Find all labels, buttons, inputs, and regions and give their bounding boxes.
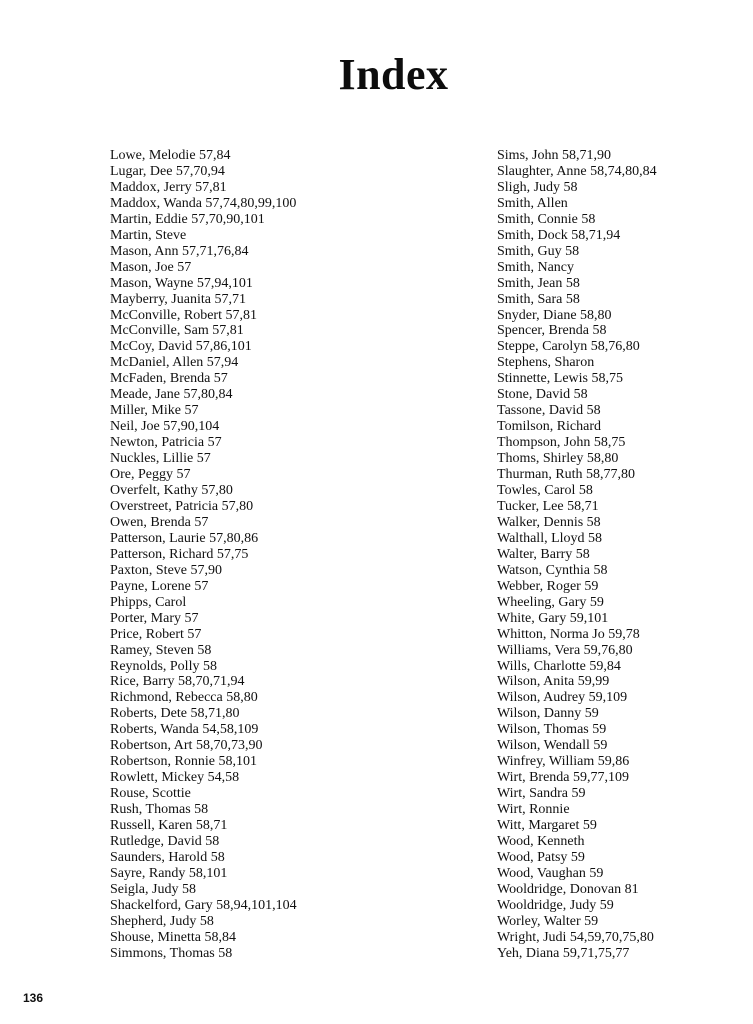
index-entry: Yeh, Diana 59,71,75,77 bbox=[497, 945, 630, 961]
index-entry: Richmond, Rebecca 58,80 bbox=[110, 690, 258, 706]
index-entry: Rush, Thomas 58 bbox=[110, 802, 209, 818]
index-entry: Witt, Margaret 59 bbox=[497, 818, 597, 834]
index-entry: Stinnette, Lewis 58,75 bbox=[497, 371, 623, 387]
index-entry: Smith, Connie 58 bbox=[497, 211, 596, 227]
index-entry: Robertson, Ronnie 58,101 bbox=[110, 754, 257, 770]
index-entry: Wilson, Anita 59,99 bbox=[497, 674, 610, 690]
index-column-left bbox=[110, 148, 297, 962]
index-entry: Tucker, Lee 58,71 bbox=[497, 498, 599, 514]
index-entry: McConville, Sam 57,81 bbox=[110, 323, 244, 339]
index-entry: Thoms, Shirley 58,80 bbox=[497, 451, 619, 467]
index-entry: Walter, Barry 58 bbox=[497, 546, 590, 562]
index-entry: Webber, Roger 59 bbox=[497, 578, 599, 594]
index-entry: Watson, Cynthia 58 bbox=[497, 562, 608, 578]
index-entry: Spencer, Brenda 58 bbox=[497, 323, 607, 339]
index-entry: Winfrey, William 59,86 bbox=[497, 754, 630, 770]
index-entry: Slaughter, Anne 58,74,80,84 bbox=[497, 163, 657, 179]
index-entry: McDaniel, Allen 57,94 bbox=[110, 355, 239, 371]
index-entry: Overstreet, Patricia 57,80 bbox=[110, 498, 254, 514]
index-entry: Meade, Jane 57,80,84 bbox=[110, 387, 233, 403]
index-entry: Reynolds, Polly 58 bbox=[110, 658, 217, 674]
index-entry: Wood, Vaughan 59 bbox=[497, 865, 604, 881]
index-entry: Smith, Guy 58 bbox=[497, 243, 580, 259]
index-entry: Ramey, Steven 58 bbox=[110, 642, 212, 658]
index-entry: Owen, Brenda 57 bbox=[110, 514, 209, 530]
index-entry: Mason, Ann 57,71,76,84 bbox=[110, 243, 249, 259]
index-entry: Overfelt, Kathy 57,80 bbox=[110, 483, 233, 499]
index-entry: Wooldridge, Judy 59 bbox=[497, 897, 614, 913]
index-entry: Seigla, Judy 58 bbox=[110, 881, 196, 897]
index-entry: Wheeling, Gary 59 bbox=[497, 594, 604, 610]
index-entry: Rice, Barry 58,70,71,94 bbox=[110, 674, 245, 690]
index-entry: Rowlett, Mickey 54,58 bbox=[110, 770, 240, 786]
index-entry: Maddox, Jerry 57,81 bbox=[110, 179, 227, 195]
index-entry: Sligh, Judy 58 bbox=[497, 179, 578, 195]
index-entry: Wirt, Brenda 59,77,109 bbox=[497, 770, 630, 786]
index-entry: McCoy, David 57,86,101 bbox=[110, 339, 252, 355]
index-entry: Payne, Lorene 57 bbox=[110, 578, 209, 594]
index-entry: Shepherd, Judy 58 bbox=[110, 913, 214, 929]
index-entry: Nuckles, Lillie 57 bbox=[110, 451, 211, 467]
index-entry: Wood, Patsy 59 bbox=[497, 849, 585, 865]
index-entry: White, Gary 59,101 bbox=[497, 610, 609, 626]
index-entry: Patterson, Laurie 57,80,86 bbox=[110, 530, 259, 546]
index-entry: Wilson, Danny 59 bbox=[497, 706, 599, 722]
index-entry: Stone, David 58 bbox=[497, 387, 588, 403]
page-number: 136 bbox=[23, 991, 44, 1005]
index-entry: Wirt, Sandra 59 bbox=[497, 786, 586, 802]
index-entry: Smith, Nancy bbox=[497, 259, 574, 275]
index-entry: Neil, Joe 57,90,104 bbox=[110, 419, 220, 435]
index-entry: Lowe, Melodie 57,84 bbox=[110, 148, 231, 163]
index-entry: Wirt, Ronnie bbox=[497, 802, 570, 818]
index-entry: Whitton, Norma Jo 59,78 bbox=[497, 626, 640, 642]
index-entry: Russell, Karen 58,71 bbox=[110, 818, 228, 834]
index-entry: Martin, Eddie 57,70,90,101 bbox=[110, 211, 265, 227]
index-entry: Paxton, Steve 57,90 bbox=[110, 562, 222, 578]
index-entry: Mason, Wayne 57,94,101 bbox=[110, 275, 253, 291]
index-entry: Wills, Charlotte 59,84 bbox=[497, 658, 621, 674]
index-entry: Steppe, Carolyn 58,76,80 bbox=[497, 339, 640, 355]
index-entry: Smith, Allen bbox=[497, 195, 568, 211]
index-entry: Roberts, Dete 58,71,80 bbox=[110, 706, 240, 722]
index-entry: Wilson, Thomas 59 bbox=[497, 722, 607, 738]
index-column-right bbox=[497, 148, 657, 962]
index-entry: Mayberry, Juanita 57,71 bbox=[110, 291, 246, 307]
index-entry: Williams, Vera 59,76,80 bbox=[497, 642, 633, 658]
index-entry: Snyder, Diane 58,80 bbox=[497, 307, 612, 323]
index-entry: Stephens, Sharon bbox=[497, 355, 595, 371]
index-entry: Shouse, Minetta 58,84 bbox=[110, 929, 236, 945]
index-entry: Worley, Walter 59 bbox=[497, 913, 599, 929]
index-entry: Newton, Patricia 57 bbox=[110, 435, 222, 451]
index-entry: Wilson, Audrey 59,109 bbox=[497, 690, 628, 706]
index-entry: Rutledge, David 58 bbox=[110, 833, 220, 849]
index-entry: Rouse, Scottie bbox=[110, 786, 191, 802]
index-entry: Price, Robert 57 bbox=[110, 626, 202, 642]
index-entry: Smith, Sara 58 bbox=[497, 291, 580, 307]
index-entry: Saunders, Harold 58 bbox=[110, 849, 225, 865]
index-entry: Wright, Judi 54,59,70,75,80 bbox=[497, 929, 654, 945]
index-entry: Thurman, Ruth 58,77,80 bbox=[497, 467, 636, 483]
index-entry: Maddox, Wanda 57,74,80,99,100 bbox=[110, 195, 297, 211]
index-entry: Simmons, Thomas 58 bbox=[110, 945, 233, 961]
page-title: Index bbox=[338, 50, 449, 100]
index-entry: Walker, Dennis 58 bbox=[497, 514, 601, 530]
index-entry: Wooldridge, Donovan 81 bbox=[497, 881, 639, 897]
index-entry: Tomilson, Richard bbox=[497, 419, 602, 435]
index-entry: Phipps, Carol bbox=[110, 594, 187, 610]
index-entry: Porter, Mary 57 bbox=[110, 610, 199, 626]
index-entry: Mason, Joe 57 bbox=[110, 259, 192, 275]
index-entry: McFaden, Brenda 57 bbox=[110, 371, 228, 387]
index-entry: Thompson, John 58,75 bbox=[497, 435, 626, 451]
index-entry: Shackelford, Gary 58,94,101,104 bbox=[110, 897, 297, 913]
index-entry: Wilson, Wendall 59 bbox=[497, 738, 608, 754]
index-entry: Patterson, Richard 57,75 bbox=[110, 546, 249, 562]
index-entry: Towles, Carol 58 bbox=[497, 483, 593, 499]
index-entry: Robertson, Art 58,70,73,90 bbox=[110, 738, 263, 754]
index-entry: Ore, Peggy 57 bbox=[110, 467, 191, 483]
index-entry: Wood, Kenneth bbox=[497, 833, 585, 849]
index-entry: Tassone, David 58 bbox=[497, 403, 601, 419]
index-entry: Miller, Mike 57 bbox=[110, 403, 199, 419]
index-entry: Sayre, Randy 58,101 bbox=[110, 865, 228, 881]
index-entry: Martin, Steve bbox=[110, 227, 187, 243]
index-entry: Lugar, Dee 57,70,94 bbox=[110, 163, 225, 179]
index-entry: Smith, Jean 58 bbox=[497, 275, 580, 291]
index-entry: Walthall, Lloyd 58 bbox=[497, 530, 603, 546]
index-entry: Sims, John 58,71,90 bbox=[497, 148, 611, 163]
index-entry: McConville, Robert 57,81 bbox=[110, 307, 257, 323]
index-entry: Smith, Dock 58,71,94 bbox=[497, 227, 621, 243]
index-entry: Roberts, Wanda 54,58,109 bbox=[110, 722, 259, 738]
